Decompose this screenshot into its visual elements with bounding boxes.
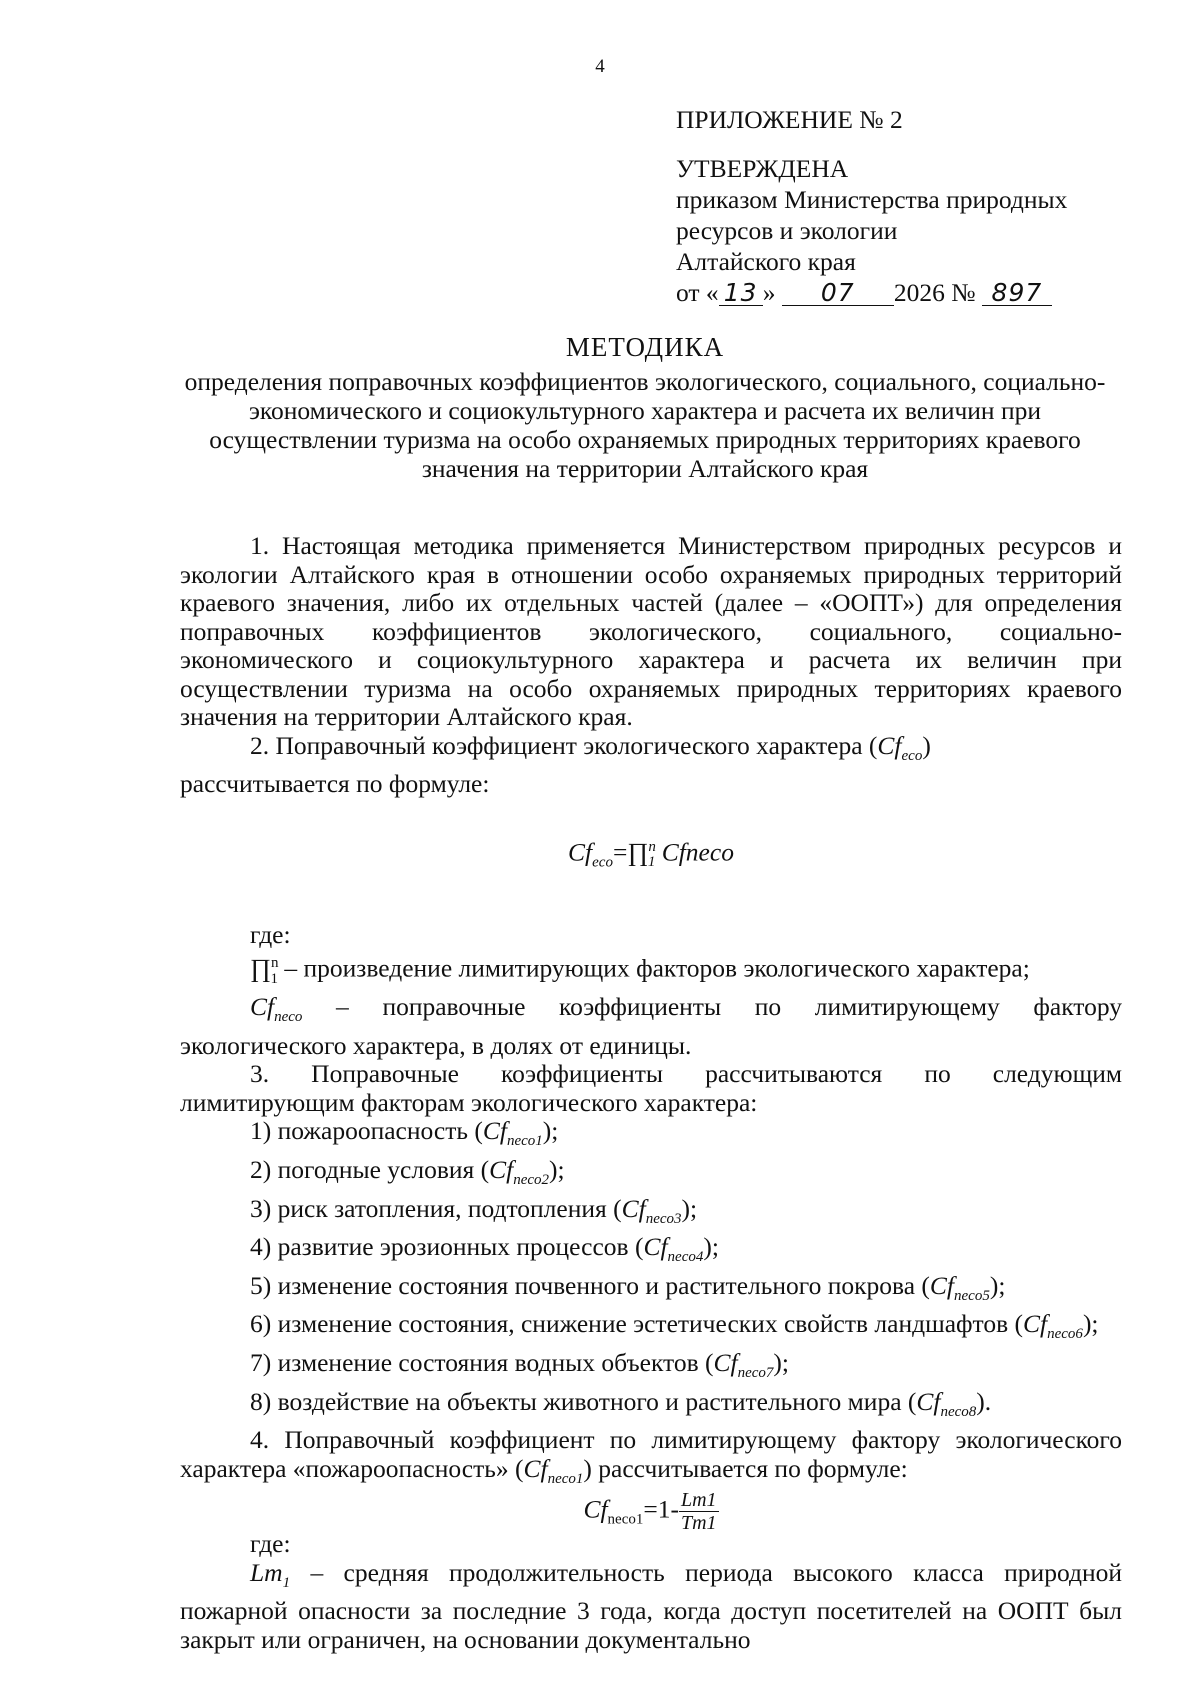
document-body [180,532,1122,1654]
paragraph-2 [180,732,1122,771]
factor-symbol: Cf [1023,1309,1048,1339]
p4-symbol-sub: neco1 [547,1470,584,1487]
factor-item [180,1272,1122,1311]
factor-item [180,1310,1122,1349]
handwritten-day: 13 [719,281,763,306]
page-number: 4 [595,56,605,77]
date-mid: » [762,278,776,307]
document-subtitle: определения поправочных коэффициентов экологического, социального, социально-экономического и социокультурного характера и расчета их величин при осуществлении туризма на особо охраняемых природных территориях краевого значения на территории Алтайского края [184,367,1106,483]
formula2-lhs-sub: neco1 [607,1511,644,1528]
factor-tail: ). [976,1386,992,1416]
formula1-lhs-sub: eco [592,854,613,871]
paragraph-2-continuation: рассчитывается по формуле: [180,769,490,799]
p2-tail: ) [922,730,931,760]
document-title: МЕТОДИКА [565,332,725,362]
definition-product [180,949,1122,993]
formula-cf-eco [180,833,1122,877]
factor-item [180,1233,1122,1272]
factor-text: 1) пожароопасность ( [250,1116,483,1146]
factor-text: 8) воздействие на объекты животного и растительного мира ( [250,1386,917,1416]
formula-cf-neco1 [180,1489,1122,1534]
definition-cf-neco [180,993,1122,1060]
formula1-lhs: Cf [568,837,593,867]
factor-text: 7) изменение состояния водных объектов ( [250,1347,714,1377]
factor-item [180,1117,1122,1156]
approved-label: УТВЕРЖДЕНА [676,154,849,183]
approval-line-3: Алтайского края [676,247,856,276]
factor-tail: ); [703,1232,719,1262]
formula1-rhs: Cfneco [655,837,734,867]
paragraph-3: 3. Поправочные коэффициенты рассчитываются по следующим лимитирующим факторам экологического характера: [180,1059,1122,1117]
handwritten-number: 897 [982,281,1052,306]
factor-symbol-sub: neco7 [737,1365,774,1382]
appendix-label: ПРИЛОЖЕНИЕ № 2 [676,105,903,134]
def3-sub: 1 [282,1574,291,1591]
factor-text: 4) развитие эрозионных процессов ( [250,1232,644,1262]
where-label-1: где: [250,919,291,949]
year-text: 2026 № [893,278,976,307]
factor-item [180,1388,1122,1427]
formula2-numerator: Lm1 [680,1489,717,1512]
factor-symbol: Cf [482,1116,507,1146]
definition-lm1 [180,1559,1122,1655]
factor-symbol-sub: neco5 [954,1287,990,1304]
handwritten-month: 07 [782,281,894,306]
p2-symbol: Cf [877,730,902,760]
def1-text: – произведение лимитирующих факторов экологического характера; [278,953,1030,983]
def3-symbol: Lm [250,1557,283,1587]
formula1-sup: n [648,838,656,855]
factor-text: 3) риск затопления, подтопления ( [250,1193,622,1223]
factor-tail: ); [681,1193,698,1223]
factor-symbol-sub: neco6 [1047,1326,1083,1343]
def1-sup: n [271,955,279,972]
factor-symbol: Cf [489,1154,514,1184]
formula2-eq: =1- [643,1494,679,1524]
def2-sub: neco [274,1009,303,1026]
p4-symbol: Cf [523,1453,548,1483]
def1-sub: 1 [270,970,278,987]
p2-text: 2. Поправочный коэффициент экологического характера ( [250,730,878,760]
factor-symbol: Cf [916,1386,941,1416]
formula2-fraction [679,1489,719,1534]
factor-item [180,1349,1122,1388]
factor-symbol: Cf [713,1347,738,1377]
factor-item [180,1156,1122,1195]
factor-text: 6) изменение состояния, снижение эстетических свойств ландшафтов ( [250,1309,1024,1339]
date-prefix: от « [676,278,719,307]
formula1-sub: 1 [647,854,656,871]
factor-symbol: Cf [643,1232,668,1262]
factor-tail: ); [773,1347,789,1377]
factor-text: 2) погодные условия ( [250,1154,490,1184]
approval-block [676,104,1124,308]
p2-symbol-sub: eco [901,747,923,764]
approval-line-2: ресурсов и экологии [676,216,898,245]
factor-tail: ); [989,1270,1006,1300]
factor-symbol: Cf [621,1193,646,1223]
approval-line-1: приказом Министерства природных [676,185,1068,214]
factor-symbol-sub: neco2 [513,1172,550,1189]
factor-symbol-sub: neco8 [940,1403,977,1420]
factor-text: 5) изменение состояния почвенного и растительного покрова ( [250,1270,930,1300]
paragraph-1: 1. Настоящая методика применяется Министерством природных ресурсов и экологии Алтайского края в отношении особо охраняемых природных территорий краевого значения, либо их отдельных частей (далее – «ООПТ») для определения поправочных коэффициентов экологического, социального, социально-экономического и социокультурного характера и расчета их величин при осуществлении туризма на особо охраняемых природных территориях краевого значения на территории Алтайского края. [180,531,1122,731]
factor-tail: ); [542,1116,559,1146]
factor-tail: ); [1082,1309,1099,1339]
p4-text: 4. Поправочный коэффициент по лимитирующему фактору экологического характера «пожароопасность» ( [180,1425,1122,1483]
formula1-product: =∏ [612,837,649,867]
formula2-lhs: Cf [583,1494,608,1524]
paragraph-4 [180,1426,1122,1493]
factor-symbol-sub: neco4 [667,1249,704,1266]
def2-text: – поправочные коэффициенты по лимитирующему фактору экологического характера, в долях от единицы. [180,992,1122,1060]
factor-symbol-sub: neco3 [645,1210,682,1227]
def3-text: – средняя продолжительность периода высокого класса природной пожарной опасности за последние 3 года, когда доступ посетителей на ООПТ был закрыт или ограничен, на основании документально [180,1557,1122,1654]
factor-symbol: Cf [929,1270,954,1300]
def2-symbol: Cf [250,992,275,1022]
factor-tail: ); [549,1154,565,1184]
factor-item [180,1195,1122,1234]
where-label-2: где: [250,1529,291,1559]
def1-symbol: ∏ [250,953,271,983]
p4-tail: ) рассчитывается по формуле: [583,1453,908,1483]
formula2-denominator: Tm1 [680,1512,717,1535]
factor-symbol-sub: neco1 [506,1133,543,1150]
approval-date-line [676,277,1124,308]
